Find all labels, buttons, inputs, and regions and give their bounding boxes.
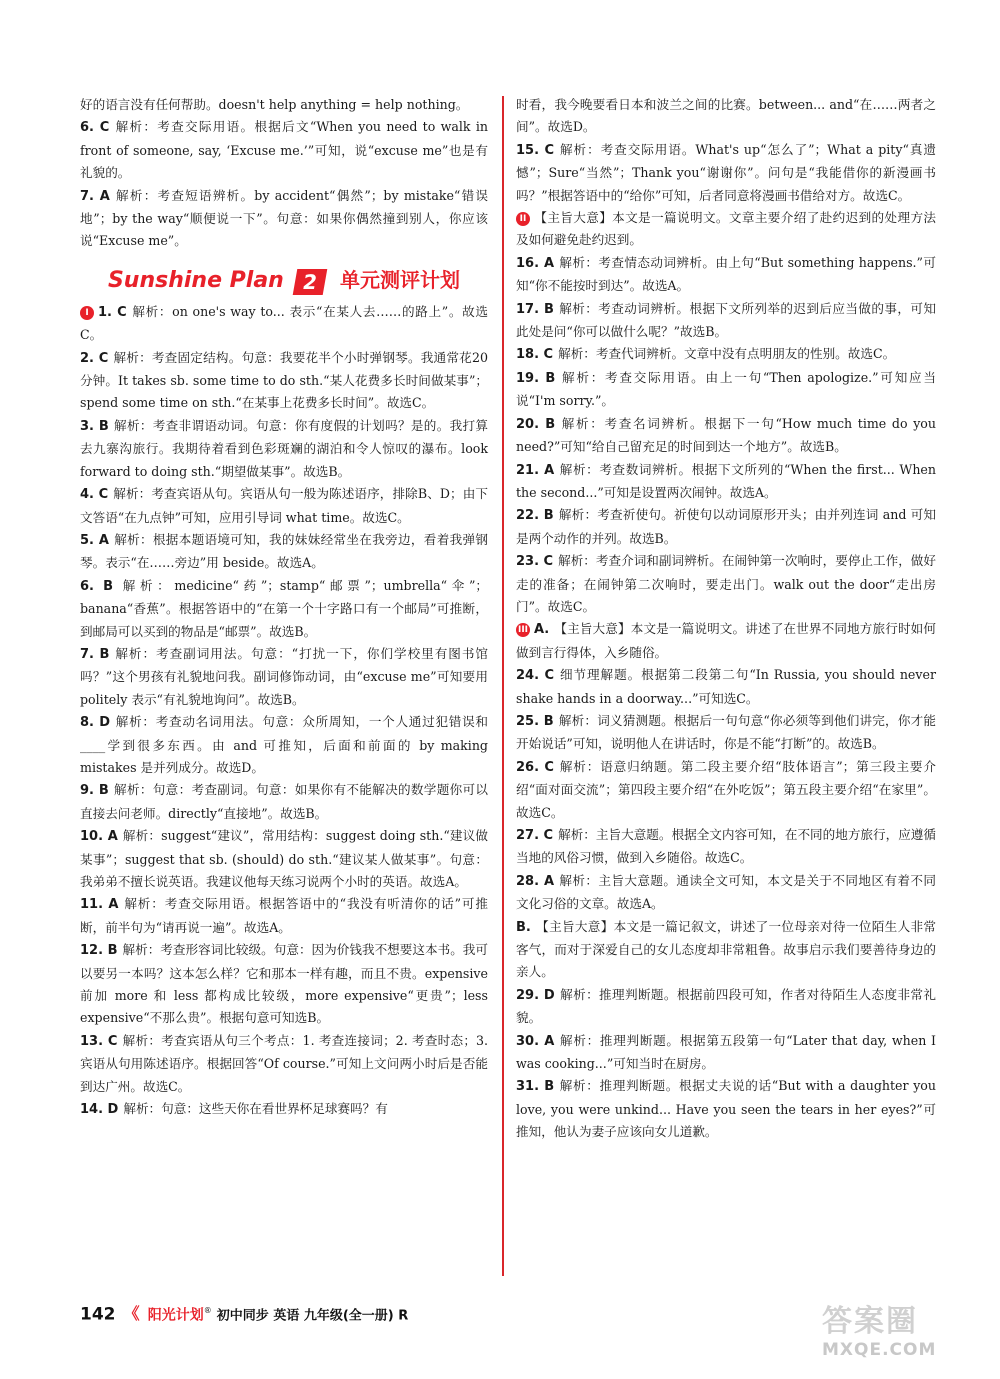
watermark-logo: 答案圈	[822, 1304, 918, 1339]
answer-number: 3. B	[80, 418, 109, 434]
answer-number: B.	[516, 919, 531, 935]
answer-text: 解析：推理判断题。根据丈夫说的话“But with a daughter you love, you were unkind... Have you seen the tears in her eyes?”可推知，他认为妻子应该向女儿道歉。	[516, 1078, 936, 1140]
answer-text: 【主旨大意】本文是一篇记叙文，讲述了一位母亲对待一位陌生人非常客气，而对于深爱自己的女儿态度却非常粗鲁。故事启示我们要善待身边的亲人。	[516, 918, 936, 980]
answer-text: 【主旨大意】本文是一篇说明文。文章主要介绍了赴约迟到的处理方法及如何避免赴约迟到。	[516, 210, 936, 248]
answer-entry	[80, 347, 488, 415]
answer-number: A.	[534, 622, 550, 638]
section-number-icon: III	[517, 625, 529, 636]
answer-number: 26. C	[516, 759, 554, 775]
answer-text: 解析：考查介词和副词辨析。在闹钟第一次响时，要停止工作，做好走的准备；在闹钟第二次响时，要走出门。walk out the door“走出房门”。故选C。	[516, 553, 936, 614]
answer-text: 解析：考查名词辨析。根据下一句“How much time do you need?”可知“给自己留充足的时间到达一个地方”。故选B。	[516, 415, 936, 455]
answer-entry	[516, 343, 936, 366]
answer-number: 15. C	[516, 142, 555, 158]
answer-number: 22. B	[516, 508, 554, 524]
answer-number: 14. D	[80, 1102, 119, 1118]
answer-number: 6. C	[80, 120, 110, 136]
answer-entry	[80, 1098, 488, 1121]
answer-text: 解析：考查动词辨析。根据下文所列举的迟到后应当做的事，可知此处是问“你可以做什么呢？”故选B。	[516, 300, 936, 340]
answer-entry	[516, 916, 936, 984]
answer-text: 解析：考查固定结构。句意：我要花半个小时弹钢琴。我通常花20分钟。It takes sb. some time to do sth.“某人花费多长时间做某事”；spend some time on sth.“在某事上花费多长时间”。故选C。	[80, 349, 488, 411]
answer-text: 解析：考查数词辨析。根据下文所列的“When the first... When the second...”可知是设置两次闹钟。故选A。	[516, 461, 937, 500]
page-footer	[80, 1300, 409, 1325]
answer-text: 解析：推理判断题。根据第五段第一句“Later that day, when I was cooking...”可知当时在厨房。	[516, 1032, 936, 1072]
book-title: 初中同步 英语 九年级(全一册) R	[216, 1308, 409, 1324]
answer-text: 解析：考查宾语从句。宾语从句一般为陈述语序，排除B、D；由下文答语“在九点钟”可知，应用引导词 what time。故选C。	[80, 486, 488, 525]
answer-number: 29. D	[516, 987, 555, 1003]
unit-test-title: 单元测评计划	[340, 267, 461, 292]
answer-entry	[516, 756, 936, 824]
answer-entry	[80, 939, 488, 1030]
answer-entry	[516, 618, 936, 664]
answer-text: 解析：主旨大意题。根据全文内容可知，在不同的地方旅行，应遵循当地的风俗习惯，做到入乡随俗。故选C。	[516, 827, 936, 866]
answer-entry	[80, 711, 488, 779]
watermark-url: MXQE.COM	[822, 1340, 937, 1360]
answer-entry	[80, 94, 488, 116]
answer-number: 2. C	[80, 350, 109, 366]
answer-number: 1. C	[98, 304, 127, 320]
answer-text: 解析：句意：这些天你在看世界杯足球赛吗？有	[123, 1101, 388, 1117]
answer-text: 解析：考查非谓语动词。句意：你有度假的计划吗？是的。我打算去九寨沟旅行。我期待着看到色彩斑斓的湖泊和令人惊叹的瀑布。look forward to doing sth.“期望做某事”。故选B。	[80, 417, 489, 479]
answer-number: 10. A	[80, 829, 118, 845]
answer-text: 好的语言没有任何帮助。doesn't help anything = help nothing。	[80, 97, 469, 112]
answer-text: 解析：考查交际用语。由上一句“Then apologize.”可知应当说“I'm sorry.”。	[516, 369, 936, 409]
answer-entry	[516, 252, 936, 298]
answer-entry	[80, 301, 488, 347]
answer-number: 5. A	[80, 532, 109, 548]
answer-text: 解析：考查祈使句。祈使句以动词原形开头；由并列连词 and 可知是两个动作的并列。故选B。	[516, 507, 937, 546]
answer-number: 21. A	[516, 462, 555, 478]
answer-entry	[80, 415, 488, 483]
answer-text: 解析：主旨大意题。通读全文可知，本文是关于不同地区有着不同文化习俗的文章。故选A。	[516, 872, 937, 912]
unit-test-answers	[80, 301, 488, 1122]
registered-mark: ®	[203, 1306, 212, 1315]
answer-text: 解析：考查宾语从句三个考点：1. 考查连接词；2. 考查时态；3. 宾语从句用陈述语序。根据回答“Of course.”可知上文问两小时后是否能到达广州。故选C。	[80, 1032, 488, 1094]
answer-entry	[516, 1030, 936, 1076]
answer-number: 20. B	[516, 416, 556, 432]
answer-number: 9. B	[80, 783, 109, 799]
answer-entry	[80, 643, 488, 711]
answer-number: 8. D	[80, 715, 111, 731]
answer-text: 解析：考查代词辨析。文章中没有点明朋友的性别。故选C。	[558, 346, 896, 362]
answer-number: 25. B	[516, 713, 554, 729]
answer-text: 解析：考查副词用法。句意：“打扰一下，你们学校里有图书馆吗？”这个男孩有礼貌地问我。副词修饰动词，由“excuse me”可知要用 politely 表示“有礼貌地询问”。故选B。	[80, 645, 488, 707]
answer-text: 解析：suggest“建议”，常用结构：suggest doing sth.“建议做某事”；suggest that sb. (should) do sth.“建议某人做某事”。句意：我弟弟不擅长说英语。我建议他每天练习说两个小时的英语。故选A。	[80, 828, 488, 889]
answer-text: 解析：考查动名词用法。句意：众所周知，一个人通过犯错误和____学到很多东西。由 and 可推知，后面和前面的 by making mistakes 是并列成分。故选D。	[80, 714, 488, 775]
answer-number: 7. B	[80, 646, 110, 662]
sunshine-plan-title: Sunshine Plan	[107, 267, 284, 293]
answer-text: 解析：考查形容词比较级。句意：因为价钱我不想要这本书。我可以要另一本吗？这本怎么样？它和那本一样有趣，而且不贵。expensive 前加 more 和 less 都构成比较级，more expensive“更贵”；less expensive“不那么贵”。根据句意可知选B。	[80, 942, 489, 1026]
column-divider	[502, 96, 504, 1276]
answer-text: 解析：考查交际用语。根据答语中的“我没有听清你的话”可推断，前半句为“请再说一遍”。故选A。	[80, 896, 488, 935]
answer-entry	[516, 1075, 936, 1143]
answer-text: 解析：语意归纳题。第二段主要介绍“肢体语言”；第三段主要介绍“面对面交流”；第四段主要介绍“在外吃饭”；第五段主要介绍“在家里”。故选C。	[516, 758, 936, 820]
answer-entry	[516, 139, 936, 207]
answer-text: 解析：句意：考查副词。句意：如果你有不能解决的数学题你可以直接去问老师。directly“直接地”。故选B。	[80, 782, 489, 821]
answer-number: 31. B	[516, 1079, 555, 1095]
answer-number: 13. C	[80, 1033, 118, 1049]
answer-text: 时看，我今晚要看日本和波兰之间的比赛。between... and“在……两者之间”。故选D。	[516, 97, 936, 135]
answer-text: 解析：on one's way to... 表示“在某人去……的路上”。故选C。	[80, 303, 488, 343]
answer-entry	[516, 550, 936, 618]
section-number-icon: I	[80, 306, 94, 320]
answer-text: 细节理解题。根据第二段第二句“In Russia, you should never shake hands in a doorway...”可知选C。	[516, 667, 936, 706]
section-header	[80, 265, 488, 295]
brand-name: 阳光计划	[147, 1307, 204, 1324]
answer-number: 11. A	[80, 897, 119, 913]
answer-text: 解析：推理判断题。根据前四段可知，作者对待陌生人态度非常礼貌。	[516, 986, 936, 1026]
answer-number: 23. C	[516, 554, 554, 570]
answer-number: 24. C	[516, 668, 555, 684]
answer-entry	[80, 1030, 488, 1098]
answer-number: 4. C	[80, 487, 109, 503]
answer-entry	[80, 575, 488, 643]
answer-entry	[516, 207, 936, 252]
answer-text: 解析：考查交际用语。根据后文“When you need to walk in front of someone, say, ‘Excuse me.’”可知，说“excuse me”也是有礼貌的。	[80, 119, 488, 181]
answer-entry	[80, 893, 488, 939]
answer-text: 解析：考查交际用语。What's up“怎么了”；What a pity“真遗憾”；Sure“当然”；Thank you“谢谢你”。问句是“我能借你的新漫画书吗？”根据答语中的“给你”可知，后者同意将漫画书借给对方。故选C。	[516, 141, 936, 203]
answer-text: 解析：考查情态动词辨析。由上句“But something happens.”可知“你不能按时到达”。故选A。	[516, 254, 936, 294]
left-column	[80, 94, 488, 1121]
watermark	[822, 1296, 982, 1366]
answer-number: 17. B	[516, 301, 554, 317]
answer-entry	[80, 185, 488, 253]
answer-entry	[516, 94, 936, 139]
answer-number: 7. A	[80, 188, 110, 204]
answer-text: 【主旨大意】本文是一篇说明文。讲述了在世界不同地方旅行时如何做到言行得体，入乡随俗。	[516, 621, 936, 660]
answer-entry	[516, 298, 936, 344]
answer-entry	[80, 529, 488, 575]
answer-entry	[516, 984, 936, 1030]
answer-number: 18. C	[516, 347, 554, 363]
unit-badge: 2	[293, 269, 328, 295]
answer-entry	[80, 779, 488, 825]
answer-entry	[80, 483, 488, 529]
answer-text: 解析：根据本题语境可知，我的妹妹经常坐在我旁边，看着我弹钢琴。表示“在……旁边”用 beside。故选A。	[80, 531, 489, 571]
answer-entry	[516, 870, 936, 916]
answer-number: 27. C	[516, 828, 554, 843]
answer-text: 解析：考查短语辨析。by accident“偶然”；by mistake“错误地”；by the way“顺便说一下”。句意：如果你偶然撞到别人，你应该说“Excuse me”。	[80, 187, 488, 249]
right-column	[516, 94, 936, 1144]
answer-number: 12. B	[80, 943, 118, 959]
answer-entry	[516, 413, 936, 459]
page-number: 142	[80, 1304, 116, 1325]
answer-entry	[516, 504, 936, 550]
answer-entry	[516, 710, 936, 756]
answer-text: 解析：词义猜测题。根据后一句句意“你必须等到他们讲完，你才能开始说话”可知，说明他人在讲话时，你是不能“打断”的。故选B。	[516, 712, 936, 752]
section-number-icon: II	[516, 212, 530, 226]
answer-entry	[516, 367, 936, 413]
answer-entry	[80, 825, 488, 893]
answer-number: 19. B	[516, 370, 556, 386]
answer-number: 30. A	[516, 1033, 555, 1049]
answer-number: 6. B	[80, 578, 114, 594]
double-chevron-icon: 《	[123, 1304, 140, 1324]
answer-number: 28. A	[516, 873, 555, 889]
answer-entry	[516, 459, 936, 505]
right-answers	[516, 94, 936, 1144]
answer-number: 16. A	[516, 255, 555, 271]
left-answers-top	[80, 94, 488, 253]
answer-entry	[516, 824, 936, 870]
answer-entry	[80, 116, 488, 184]
answer-entry	[516, 664, 936, 710]
answer-text: 解析：medicine“药”；stamp“邮票”；umbrella“伞”；banana“香蕉”。根据答语中的“在第一个十字路口有一个邮局”可推断，到邮局可以买到的物品是“邮票”。故选B。	[80, 577, 488, 639]
